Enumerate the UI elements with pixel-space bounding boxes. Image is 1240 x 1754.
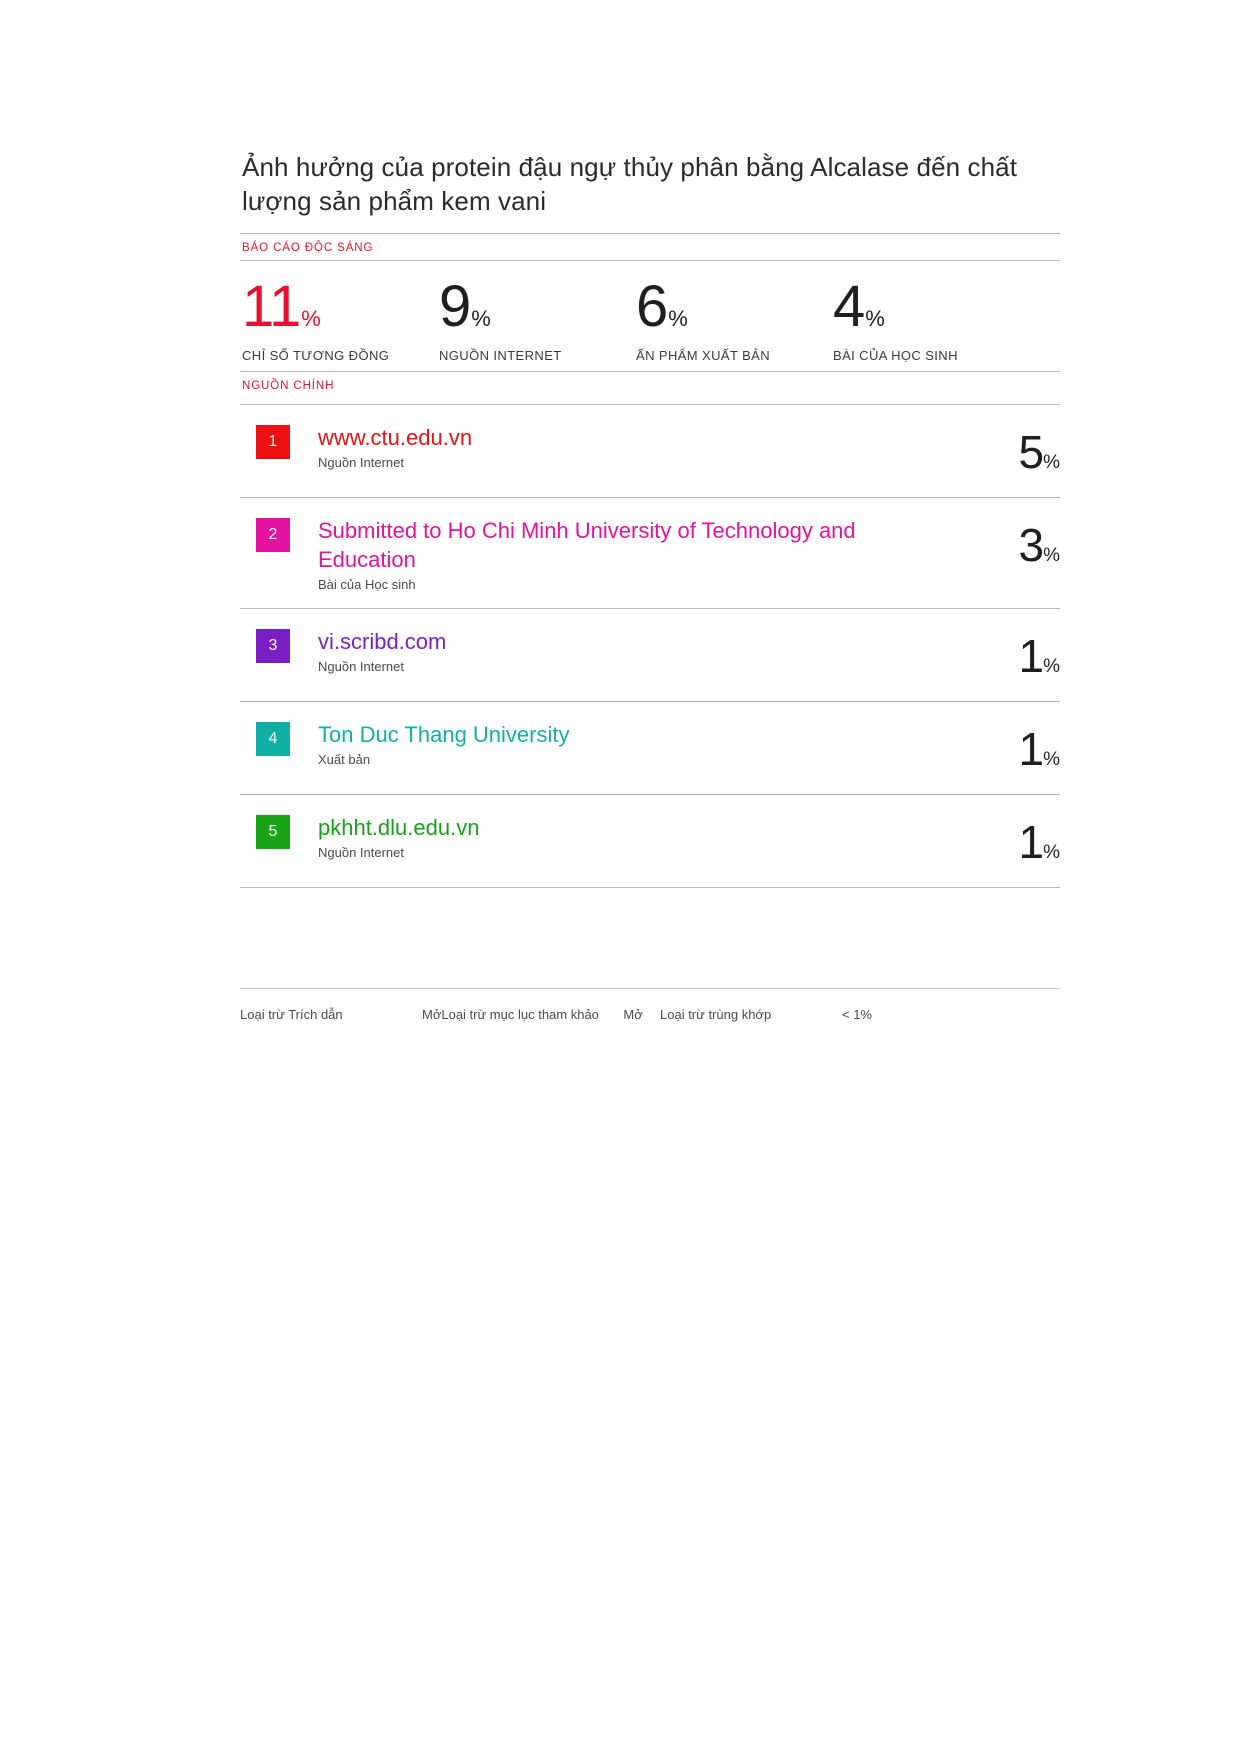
- percent-symbol: %: [865, 305, 885, 331]
- percent-symbol: %: [1043, 749, 1060, 771]
- exclude-bibliography-value: Mở: [623, 1007, 643, 1023]
- source-body: [318, 627, 970, 674]
- source-percent-value: 1: [1018, 816, 1044, 869]
- source-type: Nguồn Internet: [318, 659, 405, 675]
- source-body: [318, 516, 970, 593]
- source-percent: [970, 813, 1060, 869]
- stat-value: 4: [833, 273, 865, 339]
- source-body: [318, 423, 970, 470]
- percent-symbol: %: [1043, 451, 1060, 473]
- settings-left-column: [240, 1005, 660, 1030]
- rank-badge: 5: [256, 815, 290, 849]
- source-body: [318, 813, 970, 860]
- rank-badge: 1: [256, 425, 290, 459]
- sources-list: [240, 404, 1060, 889]
- source-link[interactable]: pkhht.dlu.edu.vn: [318, 815, 480, 841]
- list-item[interactable]: [240, 702, 1060, 795]
- source-type: Bài của Học sinh: [318, 577, 416, 593]
- rank-badge: 3: [256, 629, 290, 663]
- stat-label: ẤN PHẨM XUẤT BẢN: [636, 347, 771, 363]
- source-type: Xuất bản: [318, 752, 371, 768]
- stat-publications: [634, 273, 831, 363]
- originality-report-label: BÁO CÁO ĐỘC SÁNG: [242, 241, 374, 254]
- source-percent: [970, 720, 1060, 776]
- primary-sources-label: NGUỒN CHÍNH: [242, 379, 335, 392]
- source-percent-value: 1: [1018, 723, 1044, 776]
- source-link[interactable]: Submitted to Ho Chi Minh University of Technology and Education: [318, 517, 856, 572]
- rank-badge: 4: [256, 722, 290, 756]
- stat-label: NGUỒN INTERNET: [439, 347, 562, 363]
- settings-right-column: [660, 1005, 1060, 1030]
- page-title: Ảnh hưởng của protein đậu ngự thủy phân bằng Alcalase đến chất lượng sản phẩm kem vani: [242, 152, 1018, 217]
- percent-symbol: %: [1043, 842, 1060, 864]
- percent-symbol: %: [668, 305, 688, 331]
- originality-report: [240, 150, 1060, 1030]
- stat-value: 6: [636, 273, 668, 339]
- source-percent-value: 5: [1018, 425, 1044, 478]
- exclude-quotes-label: Loại trừ Trích dẫn: [240, 1007, 343, 1023]
- source-percent: [970, 516, 1060, 572]
- source-type: Nguồn Internet: [318, 454, 405, 470]
- source-type: Nguồn Internet: [318, 845, 405, 861]
- list-item[interactable]: [240, 795, 1060, 888]
- exclude-bibliography-label: Loại trừ mục lục tham khảo: [441, 1007, 599, 1023]
- stat-student-papers: [831, 273, 1060, 363]
- source-link[interactable]: vi.scribd.com: [318, 629, 447, 655]
- stats-row: [240, 260, 1060, 371]
- rank-badge: 2: [256, 518, 290, 552]
- stat-label: BÀI CỦA HỌC SINH: [833, 347, 958, 363]
- report-settings: [240, 988, 1060, 1030]
- exclude-matches-value: < 1%: [842, 1007, 872, 1023]
- exclude-matches-label: Loại trừ trùng khớp: [660, 1007, 772, 1023]
- percent-symbol: %: [1043, 544, 1060, 566]
- stat-value: 11: [242, 273, 301, 339]
- percent-symbol: %: [471, 305, 491, 331]
- source-link[interactable]: Ton Duc Thang University: [318, 722, 570, 748]
- list-item[interactable]: [240, 405, 1060, 498]
- list-item[interactable]: [240, 498, 1060, 610]
- exclude-quotes-value: Mở: [422, 1007, 442, 1023]
- source-body: [318, 720, 970, 767]
- source-percent: [970, 423, 1060, 479]
- stat-value: 9: [439, 273, 471, 339]
- percent-symbol: %: [301, 305, 321, 331]
- source-percent: [970, 627, 1060, 683]
- percent-symbol: %: [1043, 656, 1060, 678]
- stat-label: CHỈ SỐ TƯƠNG ĐỒNG: [242, 347, 390, 363]
- source-percent-value: 3: [1018, 518, 1044, 571]
- stat-similarity-index: [240, 273, 437, 363]
- stat-internet-sources: [437, 273, 634, 363]
- source-link[interactable]: www.ctu.edu.vn: [318, 424, 473, 450]
- source-percent-value: 1: [1018, 630, 1044, 683]
- list-item[interactable]: [240, 609, 1060, 702]
